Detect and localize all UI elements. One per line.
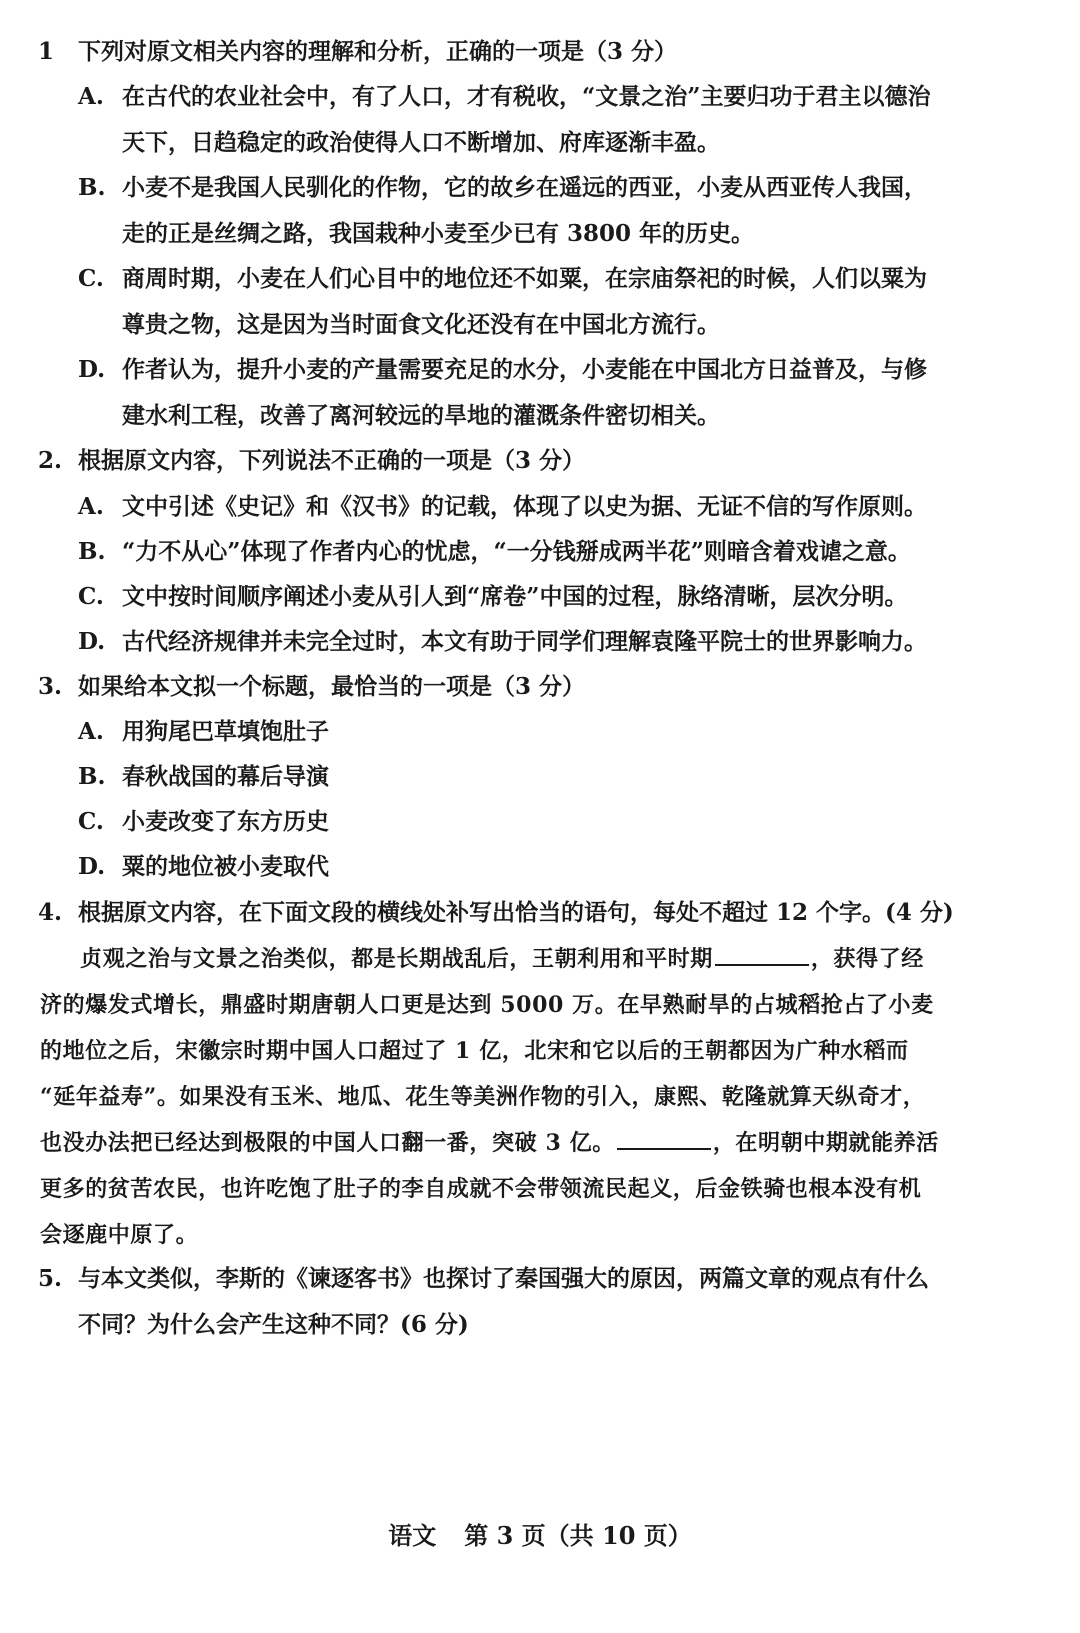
question-1-option-c: C. 商周时期，小麦在人们心目中的地位还不如粟，在宗庙祭祀的时候，人们以粟为 <box>78 265 927 292</box>
passage-line: 的地位之后，宋徽宗时期中国人口超过了 1 亿，北宋和它以后的王朝都因为广种水稻而 <box>40 1038 909 1064</box>
question-2-stem: 2. 根据原文内容，下列说法不正确的一项是（3 分） <box>38 447 586 474</box>
question-5-stem: 5. 与本文类似，李斯的《谏逐客书》也探讨了秦国强大的原因，两篇文章的观点有什么 <box>38 1265 929 1292</box>
question-2-option-a: A. 文中引述《史记》和《汉书》的记载，体现了以史为据、无证不信的写作原则。 <box>78 493 927 520</box>
question-number: 1 <box>38 38 55 65</box>
footer-page-number: 第 3 页（共 10 页） <box>464 1521 692 1550</box>
question-2-option-c: C. 文中按时间顺序阐述小麦从引人到“席卷”中国的过程，脉络清晰，层次分明。 <box>78 583 908 610</box>
question-number: 5. <box>38 1265 63 1292</box>
question-1-option-a-cont: 天下，日趋稳定的政治使得人口不断增加、府库逐渐丰盈。 <box>122 129 720 156</box>
question-1-option-b: B. 小麦不是我国人民驯化的作物，它的故乡在遥远的西亚，小麦从西亚传人我国， <box>78 174 927 201</box>
answer-blank-2[interactable] <box>617 1130 711 1150</box>
question-3-stem: 3. 如果给本文拟一个标题，最恰当的一项是（3 分） <box>38 673 586 700</box>
question-2-option-b: B. “力不从心”体现了作者内心的忧虑，“一分钱掰成两半花”则暗含着戏谑之意。 <box>78 538 911 565</box>
passage-line: 更多的贫苦农民，也许吃饱了肚子的李自成就不会带领流民起义，后金铁骑也根本没有机 <box>40 1176 922 1202</box>
question-3-option-d: D. 粟的地位被小麦取代 <box>78 853 329 880</box>
question-1-stem: 1 下列对原文相关内容的理解和分析，正确的一项是（3 分） <box>38 38 678 65</box>
passage-line: “延年益寿”。如果没有玉米、地瓜、花生等美洲作物的引入，康熙、乾隆就算天纵奇才， <box>40 1084 926 1110</box>
page-footer <box>0 1516 1080 1551</box>
question-number: 4. <box>38 899 63 926</box>
question-5-stem-cont: 不同？为什么会产生这种不同？(6 分) <box>78 1311 469 1338</box>
question-1-option-b-cont: 走的正是丝绸之路，我国栽种小麦至少已有 3800 年的历史。 <box>122 220 755 247</box>
passage-line: 济的爆发式增长，鼎盛时期唐朝人口更是达到 5000 万。在早熟耐旱的占城稻抢占了小麦 <box>40 992 934 1018</box>
passage-line: 贞观之治与文景之治类似，都是长期战乱后，王朝利用和平时期 ，获得了经 <box>80 946 924 972</box>
question-number: 2. <box>38 447 63 474</box>
question-number: 3. <box>38 673 63 700</box>
question-1-option-d: D. 作者认为，提升小麦的产量需要充足的水分，小麦能在中国北方日益普及，与修 <box>78 356 927 383</box>
question-1-option-c-cont: 尊贵之物，这是因为当时面食文化还没有在中国北方流行。 <box>122 311 720 338</box>
footer-subject: 语文 <box>388 1521 437 1550</box>
question-3-option-a: A. 用狗尾巴草填饱肚子 <box>78 718 329 745</box>
question-4-stem: 4. 根据原文内容，在下面文段的横线处补写出恰当的语句，每处不超过 12 个字。(4 分) <box>38 899 954 926</box>
passage-line: 会逐鹿中原了。 <box>40 1222 199 1248</box>
answer-blank-1[interactable] <box>715 946 809 966</box>
question-1-option-d-cont: 建水利工程，改善了离河较远的旱地的灌溉条件密切相关。 <box>122 402 720 429</box>
passage-line: 也没办法把已经达到极限的中国人口翻一番，突破 3 亿。 ，在明朝中期就能养活 <box>40 1130 939 1156</box>
question-1-option-a: A. 在古代的农业社会中，有了人口，才有税收，“文景之治”主要归功于君主以德治 <box>78 83 931 110</box>
question-3-option-b: B. 春秋战国的幕后导演 <box>78 763 329 790</box>
question-2-option-d: D. 古代经济规律并未完全过时，本文有助于同学们理解袁隆平院士的世界影响力。 <box>78 628 927 655</box>
question-3-option-c: C. 小麦改变了东方历史 <box>78 808 329 835</box>
